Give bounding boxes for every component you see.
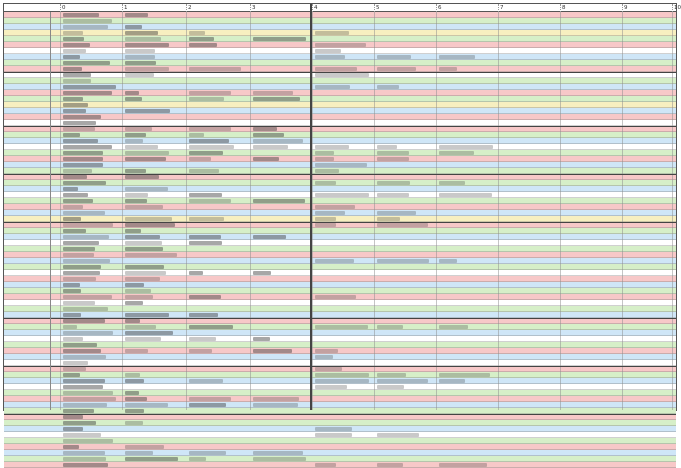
cell-text-placeholder [377, 157, 409, 161]
cell-text-placeholder [125, 151, 169, 155]
cell-text-placeholder [63, 169, 92, 173]
cell-text-placeholder [63, 49, 86, 53]
cell-text-placeholder [253, 337, 270, 341]
column-divider [310, 4, 312, 410]
cell-text-placeholder [253, 97, 300, 101]
cell-text-placeholder [377, 259, 429, 263]
cell-text-placeholder [315, 151, 334, 155]
cell-text-placeholder [189, 151, 223, 155]
cell-text-placeholder [377, 211, 416, 215]
column-header-2: 2 [186, 4, 250, 12]
cell-text-placeholder [125, 271, 166, 275]
cell-text-placeholder [377, 325, 403, 329]
cell-text-placeholder [63, 463, 108, 467]
cell-text-placeholder [377, 67, 416, 71]
cell-text-placeholder [189, 397, 231, 401]
cell-text-placeholder [189, 157, 211, 161]
cell-text-placeholder [253, 397, 299, 401]
cell-text-placeholder [63, 271, 100, 275]
cell-text-placeholder [125, 241, 162, 245]
cell-text-placeholder [63, 391, 113, 395]
cell-text-placeholder [377, 55, 411, 59]
cell-text-placeholder [125, 229, 141, 233]
cell-text-placeholder [315, 181, 336, 185]
cell-text-placeholder [315, 211, 345, 215]
cell-text-placeholder [63, 265, 101, 269]
cell-text-placeholder [439, 259, 457, 263]
cell-text-placeholder [315, 169, 339, 173]
column-header-row [4, 4, 681, 12]
cell-text-placeholder [63, 211, 105, 215]
cell-text-placeholder [125, 373, 140, 377]
cell-text-placeholder [189, 217, 224, 221]
cell-text-placeholder [125, 379, 144, 383]
cell-text-placeholder [253, 451, 303, 455]
cell-text-placeholder [125, 223, 175, 227]
cell-text-placeholder [253, 271, 271, 275]
cell-text-placeholder [125, 97, 142, 101]
cell-text-placeholder [125, 199, 147, 203]
cell-text-placeholder [63, 109, 86, 113]
cell-text-placeholder [315, 463, 336, 467]
cell-text-placeholder [63, 79, 91, 83]
cell-text-placeholder [377, 85, 399, 89]
cell-text-placeholder [63, 427, 83, 431]
cell-text-placeholder [377, 379, 428, 383]
column-header-7: 7 [498, 4, 560, 12]
cell-text-placeholder [125, 193, 148, 197]
cell-text-placeholder [439, 181, 465, 185]
cell-text-placeholder [63, 193, 88, 197]
cell-text-placeholder [125, 25, 142, 29]
cell-text-placeholder [125, 319, 140, 323]
cell-text-placeholder [63, 295, 112, 299]
cell-text-placeholder [63, 433, 101, 437]
cell-text-placeholder [63, 355, 106, 359]
cell-text-placeholder [315, 427, 352, 431]
cell-text-placeholder [253, 127, 277, 131]
cell-text-placeholder [315, 379, 369, 383]
cell-text-placeholder [63, 325, 77, 329]
cell-text-placeholder [189, 241, 222, 245]
cell-text-placeholder [63, 397, 116, 401]
cell-text-placeholder [63, 367, 86, 371]
cell-text-placeholder [63, 163, 103, 167]
cell-text-placeholder [63, 319, 105, 323]
cell-text-placeholder [63, 343, 97, 347]
cell-text-placeholder [315, 355, 333, 359]
group-column-line [50, 12, 51, 410]
cell-text-placeholder [315, 67, 357, 71]
cell-text-placeholder [189, 403, 226, 407]
cell-text-placeholder [125, 37, 161, 41]
cell-text-placeholder [63, 121, 96, 125]
cell-text-placeholder [315, 325, 368, 329]
cell-text-placeholder [125, 409, 144, 413]
cell-text-placeholder [63, 421, 96, 425]
cell-text-placeholder [125, 43, 169, 47]
cell-text-placeholder [439, 55, 475, 59]
cell-text-placeholder [63, 199, 93, 203]
cell-text-placeholder [63, 289, 81, 293]
cell-text-placeholder [253, 235, 286, 239]
cell-text-placeholder [63, 409, 94, 413]
cell-text-placeholder [253, 139, 303, 143]
cell-text-placeholder [125, 265, 164, 269]
cell-text-placeholder [439, 379, 465, 383]
group-separator [4, 174, 676, 175]
cell-text-placeholder [189, 37, 214, 41]
cell-text-placeholder [63, 451, 105, 455]
column-header-5: 5 [374, 4, 436, 12]
cell-text-placeholder [63, 217, 81, 221]
cell-text-placeholder [189, 349, 212, 353]
cell-text-placeholder [189, 325, 233, 329]
cell-text-placeholder [125, 157, 166, 161]
cell-text-placeholder [125, 187, 168, 191]
cell-text-placeholder [253, 457, 306, 461]
cell-text-placeholder [63, 403, 107, 407]
cell-text-placeholder [315, 85, 350, 89]
cell-text-placeholder [253, 403, 298, 407]
column-header-4: 4 [312, 4, 374, 12]
cell-text-placeholder [439, 151, 474, 155]
cell-text-placeholder [125, 109, 170, 113]
cell-text-placeholder [125, 301, 143, 305]
cell-text-placeholder [377, 433, 419, 437]
cell-text-placeholder [439, 325, 468, 329]
cell-text-placeholder [377, 223, 428, 227]
cell-text-placeholder [315, 217, 336, 221]
spreadsheet [3, 3, 681, 411]
cell-text-placeholder [315, 223, 336, 227]
cell-text-placeholder [315, 49, 341, 53]
cell-text-placeholder [253, 349, 292, 353]
cell-text-placeholder [125, 31, 158, 35]
cell-text-placeholder [189, 313, 218, 317]
cell-text-placeholder [315, 367, 342, 371]
cell-text-placeholder [63, 61, 110, 65]
cell-text-placeholder [125, 283, 144, 287]
cell-text-placeholder [125, 145, 158, 149]
cell-text-placeholder [125, 289, 151, 293]
cell-text-placeholder [315, 163, 367, 167]
cell-text-placeholder [315, 385, 347, 389]
cell-text-placeholder [63, 361, 88, 365]
cell-text-placeholder [315, 433, 352, 437]
cell-text-placeholder [63, 235, 109, 239]
cell-text-placeholder [63, 307, 108, 311]
cell-text-placeholder [63, 97, 83, 101]
cell-text-placeholder [253, 37, 306, 41]
cell-text-placeholder [377, 193, 409, 197]
cell-text-placeholder [377, 181, 410, 185]
cell-text-placeholder [125, 133, 146, 137]
cell-text-placeholder [189, 199, 231, 203]
cell-text-placeholder [125, 445, 164, 449]
group-separator [4, 126, 676, 127]
cell-text-placeholder [63, 43, 90, 47]
cell-text-placeholder [189, 139, 229, 143]
cell-text-placeholder [63, 127, 95, 131]
cell-text-placeholder [125, 49, 155, 53]
cell-text-placeholder [253, 199, 305, 203]
cell-text-placeholder [63, 445, 79, 449]
cell-text-placeholder [125, 457, 178, 461]
cell-text-placeholder [189, 169, 219, 173]
cell-text-placeholder [439, 463, 487, 467]
column-header-1: 1 [122, 4, 186, 12]
cell-text-placeholder [63, 73, 91, 77]
cell-text-placeholder [63, 385, 103, 389]
cell-text-placeholder [63, 157, 103, 161]
cell-text-placeholder [63, 85, 116, 89]
cell-text-placeholder [63, 91, 112, 95]
cell-text-placeholder [63, 301, 95, 305]
cell-text-placeholder [125, 253, 177, 257]
cell-text-placeholder [63, 55, 80, 59]
cell-text-placeholder [125, 127, 152, 131]
column-header-8: 8 [560, 4, 622, 12]
cell-text-placeholder [315, 43, 366, 47]
column-header-9: 9 [622, 4, 672, 12]
cell-text-placeholder [63, 13, 99, 17]
cell-text-placeholder [189, 235, 221, 239]
group-separator [4, 366, 676, 367]
cell-text-placeholder [63, 259, 110, 263]
cell-text-placeholder [125, 139, 143, 143]
column-header-0: 0 [60, 4, 122, 12]
cell-text-placeholder [63, 133, 80, 137]
group-separator [4, 414, 676, 415]
cell-text-placeholder [63, 67, 82, 71]
cell-text-placeholder [439, 373, 490, 377]
cell-text-placeholder [315, 295, 356, 299]
cell-text-placeholder [125, 313, 169, 317]
cell-text-placeholder [439, 193, 492, 197]
cell-text-placeholder [377, 373, 406, 377]
cell-text-placeholder [125, 403, 168, 407]
cell-text-placeholder [439, 67, 457, 71]
cell-text-placeholder [63, 229, 86, 233]
column-header-3: 3 [250, 4, 312, 12]
cell-text-placeholder [63, 181, 106, 185]
cell-text-placeholder [125, 55, 155, 59]
cell-text-placeholder [63, 373, 80, 377]
cell-text-placeholder [63, 337, 83, 341]
cell-text-placeholder [125, 295, 153, 299]
column-header-10: 10 [674, 5, 681, 11]
cell-text-placeholder [189, 145, 234, 149]
cell-text-placeholder [377, 145, 397, 149]
cell-text-placeholder [125, 91, 139, 95]
cell-text-placeholder [125, 421, 143, 425]
cell-text-placeholder [189, 97, 224, 101]
cell-text-placeholder [315, 259, 354, 263]
cell-text-placeholder [63, 19, 112, 23]
cell-text-placeholder [253, 133, 284, 137]
cell-text-placeholder [63, 37, 84, 41]
column-header-6: 6 [436, 4, 498, 12]
cell-text-placeholder [315, 205, 355, 209]
cell-text-placeholder [63, 151, 103, 155]
cell-text-placeholder [189, 31, 205, 35]
cell-text-placeholder [315, 373, 369, 377]
cell-text-placeholder [125, 61, 156, 65]
cell-text-placeholder [315, 145, 349, 149]
cell-text-placeholder [125, 325, 156, 329]
cell-text-placeholder [125, 349, 148, 353]
cell-text-placeholder [439, 145, 493, 149]
cell-text-placeholder [63, 331, 113, 335]
cell-text-placeholder [63, 277, 96, 281]
cell-text-placeholder [377, 385, 404, 389]
cell-text-placeholder [315, 31, 349, 35]
cell-text-placeholder [125, 451, 153, 455]
cell-text-placeholder [63, 139, 98, 143]
cell-text-placeholder [125, 391, 139, 395]
group-separator [4, 222, 676, 223]
cell-text-placeholder [377, 217, 400, 221]
cell-text-placeholder [125, 205, 163, 209]
cell-text-placeholder [189, 127, 231, 131]
cell-text-placeholder [63, 379, 105, 383]
table-row[interactable] [4, 462, 676, 468]
cell-text-placeholder [189, 67, 241, 71]
cell-text-placeholder [253, 145, 288, 149]
cell-text-placeholder [63, 247, 95, 251]
cell-text-placeholder [63, 223, 113, 227]
cell-text-placeholder [63, 205, 83, 209]
cell-text-placeholder [125, 331, 173, 335]
cell-text-placeholder [125, 235, 160, 239]
cell-text-placeholder [189, 379, 223, 383]
cell-text-placeholder [253, 157, 279, 161]
cell-text-placeholder [315, 55, 345, 59]
cell-text-placeholder [189, 43, 217, 47]
cell-text-placeholder [63, 31, 83, 35]
cell-text-placeholder [63, 283, 80, 287]
cell-text-placeholder [189, 91, 231, 95]
cell-text-placeholder [125, 169, 146, 173]
cell-text-placeholder [125, 217, 172, 221]
cell-text-placeholder [63, 115, 101, 119]
cell-text-placeholder [189, 295, 221, 299]
cell-text-placeholder [189, 193, 222, 197]
group-separator [4, 72, 676, 73]
cell-text-placeholder [63, 253, 94, 257]
cell-text-placeholder [189, 451, 226, 455]
cell-text-placeholder [377, 151, 409, 155]
cell-text-placeholder [63, 187, 78, 191]
cell-text-placeholder [125, 337, 161, 341]
cell-text-placeholder [189, 337, 216, 341]
cell-text-placeholder [189, 457, 206, 461]
cell-text-placeholder [63, 175, 87, 179]
cell-text-placeholder [315, 193, 369, 197]
cell-text-placeholder [125, 175, 159, 179]
group-separator [4, 318, 676, 319]
cell-text-placeholder [63, 25, 108, 29]
cell-text-placeholder [315, 157, 334, 161]
cell-text-placeholder [125, 247, 163, 251]
cell-text-placeholder [125, 277, 160, 281]
cell-text-placeholder [189, 133, 204, 137]
cell-text-placeholder [189, 271, 203, 275]
cell-text-placeholder [63, 439, 113, 443]
cell-text-placeholder [125, 73, 154, 77]
cell-text-placeholder [125, 397, 147, 401]
cell-text-placeholder [377, 463, 403, 467]
cell-text-placeholder [63, 313, 81, 317]
cell-text-placeholder [63, 457, 106, 461]
cell-text-placeholder [315, 73, 369, 77]
cell-text-placeholder [63, 145, 112, 149]
cell-text-placeholder [63, 241, 99, 245]
cell-text-placeholder [125, 13, 148, 17]
cell-text-placeholder [125, 67, 169, 71]
cell-text-placeholder [63, 415, 83, 419]
cell-text-placeholder [63, 349, 101, 353]
cell-text-placeholder [253, 91, 293, 95]
cell-text-placeholder [315, 349, 338, 353]
cell-text-placeholder [63, 103, 88, 107]
